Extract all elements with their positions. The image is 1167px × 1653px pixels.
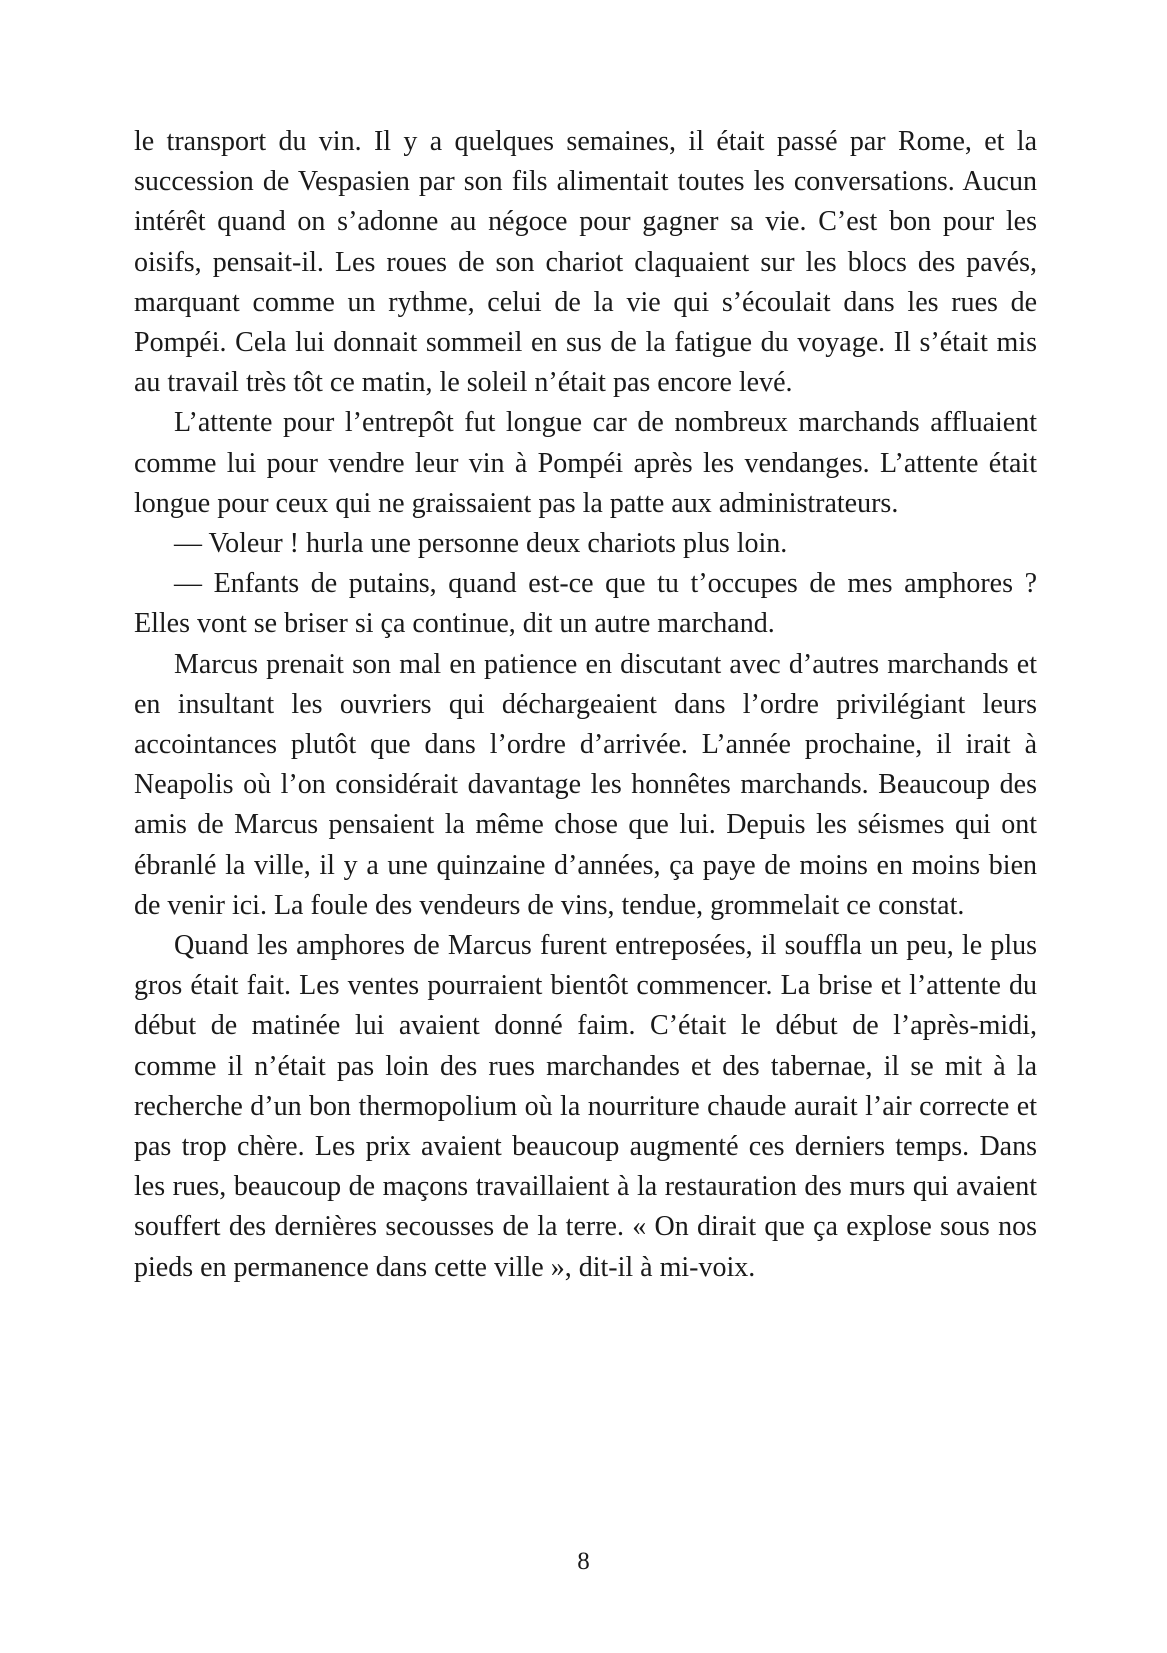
dialogue-voleur: — Voleur ! hurla une personne deux chariots plus loin. xyxy=(174,528,788,560)
paragraph-marcus-patience: Marcus prenait son mal en patience en discutant avec d’autres marchands et en insultant les ouvriers qui déchargeaient dans l’ordre privilégiant leurs accointances plutôt que dans l’ordre d’arrivée. L’année prochaine, il irait à Neapolis où l’on considérait davantage les honnêtes marchands. Beaucoup des amis de Marcus pensaient la même chose que lui. Depuis les séismes qui ont ébranlé la ville, il y a une quinzaine d’années, ça paye de moins en moins bien de venir ici. La foule des vendeurs de vins, tendue, grommelait ce constat. xyxy=(134,648,1037,921)
paragraph-continuation: le transport du vin. Il y a quelques semaines, il était passé par Rome, et la succession de Vespasien par son fils alimentait toutes les conversations. Aucun intérêt quand on s’adonne au négoce pour gagner sa vie. C’est bon pour les oisifs, pensait-il. Les roues de son chariot claquaient sur les blocs des pavés, marquant comme un rythme, celui de la vie qui s’écoulait dans les rues de Pompéi. Cela lui donnait sommeil en sus de la fatigue du voyage. Il s’était mis au travail très tôt ce matin, le soleil n’était pas encore levé. xyxy=(134,126,1037,399)
dialogue-amphores: — Enfants de putains, quand est-ce que tu t’occupes de mes amphores ? Elles vont se briser si ça continue, dit un autre marchand. xyxy=(134,568,1037,640)
body-text xyxy=(134,122,1037,1288)
paragraph-amphores-entreposees: Quand les amphores de Marcus furent entreposées, il souffla un peu, le plus gros était fait. Les ventes pourraient bientôt commencer. La brise et l’attente du début de matinée lui avaient donné faim. C’était le début de l’après-midi, comme il n’était pas loin des rues marchandes et des tabernae, il se mit à la recherche d’un bon thermopolium où la nourriture chaude aurait l’air correcte et pas trop chère. Les prix avaient beaucoup augmenté ces derniers temps. Dans les rues, beaucoup de maçons travaillaient à la restauration des murs qui avaient souffert des dernières secousses de la terre. « On dirait que ça explose sous nos pieds en permanence dans cette ville », dit-il à mi-voix. xyxy=(134,930,1037,1283)
paragraph-entrepot: L’attente pour l’entrepôt fut longue car de nombreux marchands affluaient comme lui pour vendre leur vin à Pompéi après les vendanges. L’attente était longue pour ceux qui ne graissaient pas la patte aux administrateurs. xyxy=(134,407,1037,519)
page-number: 8 xyxy=(577,1548,590,1575)
